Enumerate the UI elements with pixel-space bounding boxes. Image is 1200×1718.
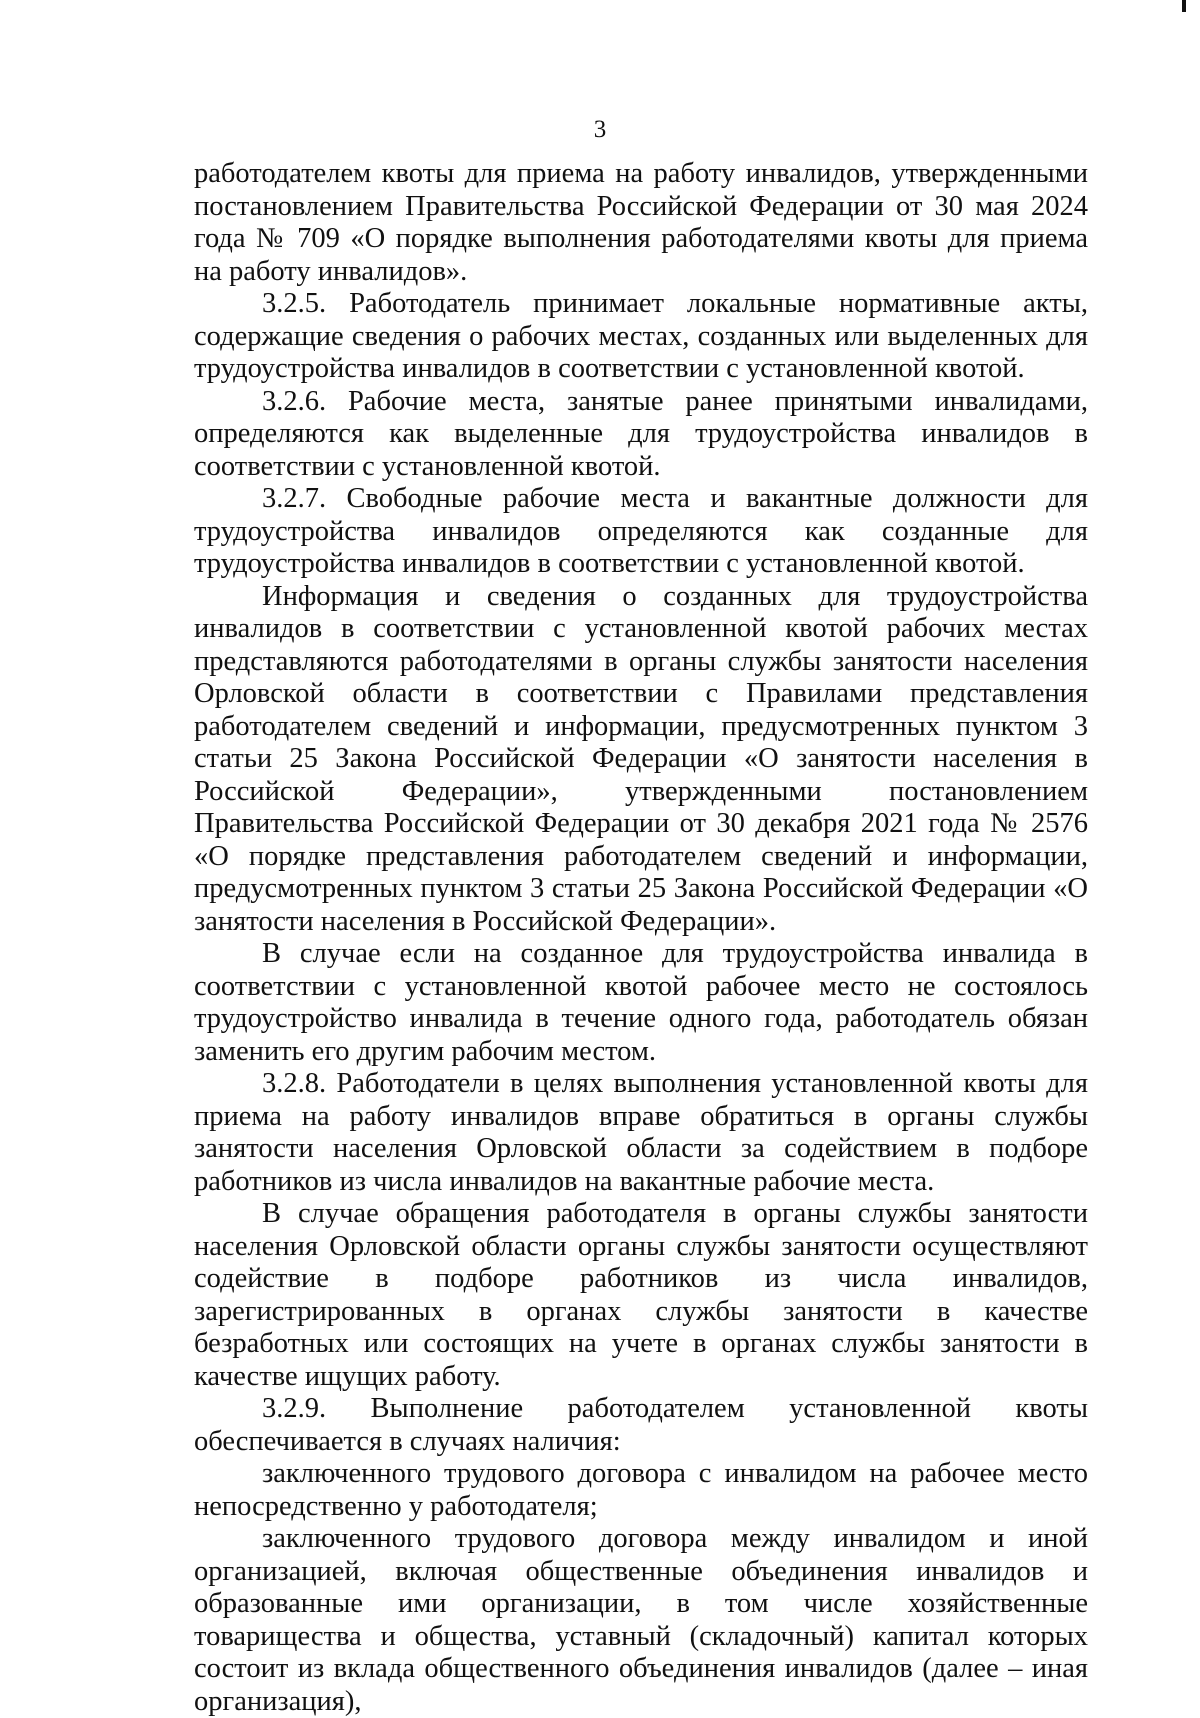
paragraph: работодателем квоты для приема на работу инвалидов, утвержденными постановлением Правительства Российской Федерации от 30 мая 2024 года № 709 «О порядке выполнения работодателями квоты для приема на работу инвалидов». xyxy=(194,158,1088,287)
paragraph: заключенного трудового договора с инвалидом на рабочее место непосредственно у работодателя; xyxy=(194,1458,1088,1522)
paragraph: 3.2.6. Рабочие места, занятые ранее принятыми инвалидами, определяются как выделенные для трудоустройства инвалидов в соответствии с установленной квотой. xyxy=(194,385,1088,482)
paragraph: В случае обращения работодателя в органы службы занятости населения Орловской области органы службы занятости осуществляют содействие в подборе работников из числа инвалидов, зарегистрированных в органах службы занятости в качестве безработных или состоящих на учете в органах службы занятости в качестве ищущих работу. xyxy=(194,1198,1088,1392)
page-number: 3 xyxy=(593,116,607,143)
document-body xyxy=(194,158,1088,1718)
paragraph: Информация и сведения о созданных для трудоустройства инвалидов в соответствии с установленной квотой рабочих местах представляются работодателями в органы службы занятости населения Орловской области в соответствии с Правилами представления работодателем сведений и информации, предусмотренных пунктом 3 статьи 25 Закона Российской Федерации «О занятости населения в Российской Федерации», утвержденными постановлением Правительства Российской Федерации от 30 декабря 2021 года № 2576 «О порядке представления работодателем сведений и информации, предусмотренных пунктом 3 статьи 25 Закона Российской Федерации «О занятости населения в Российской Федерации». xyxy=(194,580,1088,937)
scan-mark xyxy=(1182,0,1186,12)
paragraph: 3.2.8. Работодатели в целях выполнения установленной квоты для приема на работу инвалидов вправе обратиться в органы службы занятости населения Орловской области за содействием в подборе работников из числа инвалидов на вакантные рабочие места. xyxy=(194,1068,1088,1197)
paragraph: В случае если на созданное для трудоустройства инвалида в соответствии с установленной квотой рабочее место не состоялось трудоустройство инвалида в течение одного года, работодатель обязан заменить его другим рабочим местом. xyxy=(194,938,1088,1067)
paragraph: 3.2.9. Выполнение работодателем установленной квоты обеспечивается в случаях наличия: xyxy=(194,1393,1088,1457)
paragraph: заключенного трудового договора между инвалидом и иной организацией, включая общественные объединения инвалидов и образованные ими организации, в том числе хозяйственные товарищества и общества, уставный (складочный) капитал которых состоит из вклада общественного объединения инвалидов (далее – иная организация), xyxy=(194,1523,1088,1717)
paragraph: 3.2.5. Работодатель принимает локальные нормативные акты, содержащие сведения о рабочих местах, созданных или выделенных для трудоустройства инвалидов в соответствии с установленной квотой. xyxy=(194,288,1088,384)
paragraph: 3.2.7. Свободные рабочие места и вакантные должности для трудоустройства инвалидов определяются как созданные для трудоустройства инвалидов в соответствии с установленной квотой. xyxy=(194,483,1088,579)
